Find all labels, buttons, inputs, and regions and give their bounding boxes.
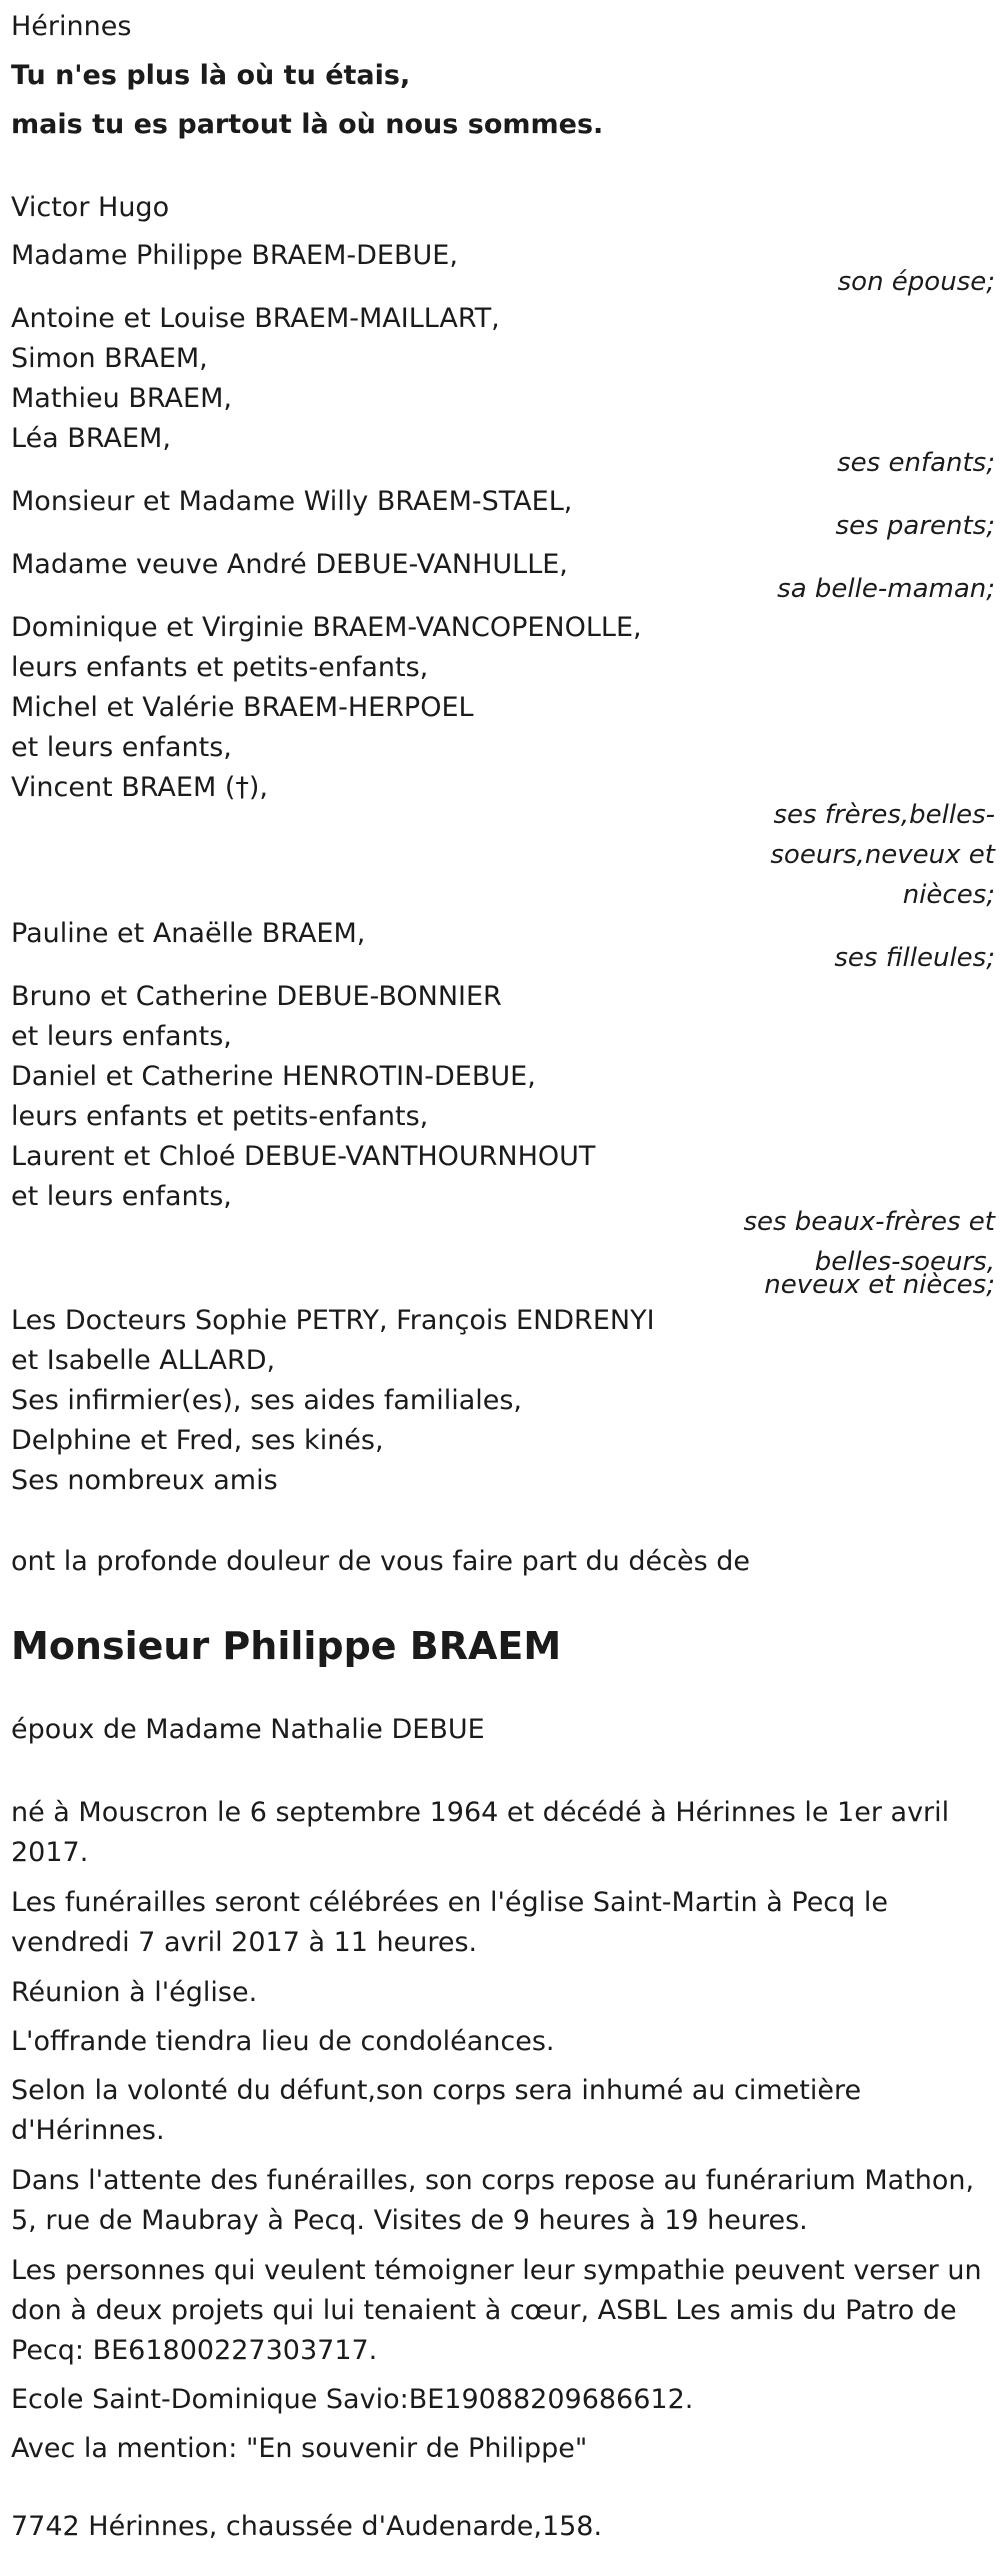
family-line: Léa BRAEM, [11, 423, 171, 454]
detail-paragraph: né à Mouscron le 6 septembre 1964 et décédé à Hérinnes le 1er avril 2017. [11, 1797, 950, 1868]
family-line: Antoine et Louise BRAEM-MAILLART, [11, 303, 500, 334]
place: Hérinnes [11, 11, 132, 42]
family-line: Ses infirmier(es), ses aides familiales, [11, 1385, 523, 1416]
quote-line-2: mais tu es partout là où nous sommes. [11, 109, 604, 140]
family-line: et Isabelle ALLARD, [11, 1345, 276, 1376]
family-line: et leurs enfants, [11, 1021, 232, 1052]
family-line: Pauline et Anaëlle BRAEM, [11, 918, 366, 949]
detail-paragraph: Dans l'attente des funérailles, son corps repose au funérarium Mathon, 5, rue de Maubray à Pecq. Visites de 9 heures à 19 heures. [11, 2165, 975, 2236]
family-role: sa belle-maman; [777, 574, 995, 604]
family-line: Simon BRAEM, [11, 343, 208, 374]
detail-paragraph: Selon la volonté du défunt,son corps sera inhumé au cimetière d'Hérinnes. [11, 2075, 862, 2146]
quote-author: Victor Hugo [11, 192, 170, 223]
announcement: ont la profonde douleur de vous faire part du décès de [11, 1546, 750, 1577]
family-role: soeurs,neveux et [770, 840, 995, 870]
family-line: Les Docteurs Sophie PETRY, François ENDRENYI [11, 1305, 655, 1336]
deceased-spouse: époux de Madame Nathalie DEBUE [11, 1714, 485, 1745]
family-line: Bruno et Catherine DEBUE-BONNIER [11, 981, 502, 1012]
family-line: Monsieur et Madame Willy BRAEM-STAEL, [11, 486, 573, 517]
family-line: Vincent BRAEM (†), [11, 772, 268, 803]
family-line: et leurs enfants, [11, 732, 232, 763]
family-line: Laurent et Chloé DEBUE-VANTHOURNHOUT [11, 1141, 596, 1172]
family-role: ses filleules; [834, 943, 995, 973]
family-role: neveux et nièces; [764, 1270, 995, 1300]
family-role: ses beaux-frères et [743, 1207, 995, 1237]
detail-paragraph: Réunion à l'église. [11, 1977, 258, 2008]
family-role: ses enfants; [837, 448, 995, 478]
family-line: Dominique et Virginie BRAEM-VANCOPENOLLE, [11, 612, 642, 643]
family-line: Madame Philippe BRAEM-DEBUE, [11, 240, 458, 271]
address: 7742 Hérinnes, chaussée d'Audenarde,158. [11, 2511, 603, 2542]
family-line: leurs enfants et petits-enfants, [11, 652, 429, 683]
family-line: leurs enfants et petits-enfants, [11, 1101, 429, 1132]
family-role: belles-soeurs, [814, 1247, 995, 1277]
detail-paragraph: Les personnes qui veulent témoigner leur sympathie peuvent verser un don à deux projets qui lui tenaient à cœur, ASBL Les amis du Patro de Pecq: BE61800227303717. [11, 2255, 982, 2366]
family-line: Ses nombreux amis [11, 1465, 278, 1496]
detail-paragraph: L'offrande tiendra lieu de condoléances. [11, 2026, 555, 2057]
family-role: ses parents; [835, 511, 995, 541]
deceased-name: Monsieur Philippe BRAEM [11, 1624, 562, 1668]
detail-paragraph: Les funérailles seront célébrées en l'église Saint-Martin à Pecq le vendredi 7 avril 2017 à 11 heures. [11, 1887, 888, 1958]
family-role: ses frères,belles- [773, 800, 995, 830]
family-role: son épouse; [837, 267, 995, 297]
detail-paragraph: Avec la mention: "En souvenir de Philippe" [11, 2433, 588, 2464]
family-line: Delphine et Fred, ses kinés, [11, 1425, 384, 1456]
family-line: Daniel et Catherine HENROTIN-DEBUE, [11, 1061, 536, 1092]
family-line: Michel et Valérie BRAEM-HERPOEL [11, 692, 474, 723]
quote-line-1: Tu n'es plus là où tu étais, [11, 60, 411, 91]
family-line: Madame veuve André DEBUE-VANHULLE, [11, 549, 568, 580]
family-role: nièces; [902, 880, 995, 910]
family-line: Mathieu BRAEM, [11, 383, 232, 414]
family-line: et leurs enfants, [11, 1181, 232, 1212]
detail-paragraph: Ecole Saint-Dominique Savio:BE19088209686612. [11, 2384, 694, 2415]
